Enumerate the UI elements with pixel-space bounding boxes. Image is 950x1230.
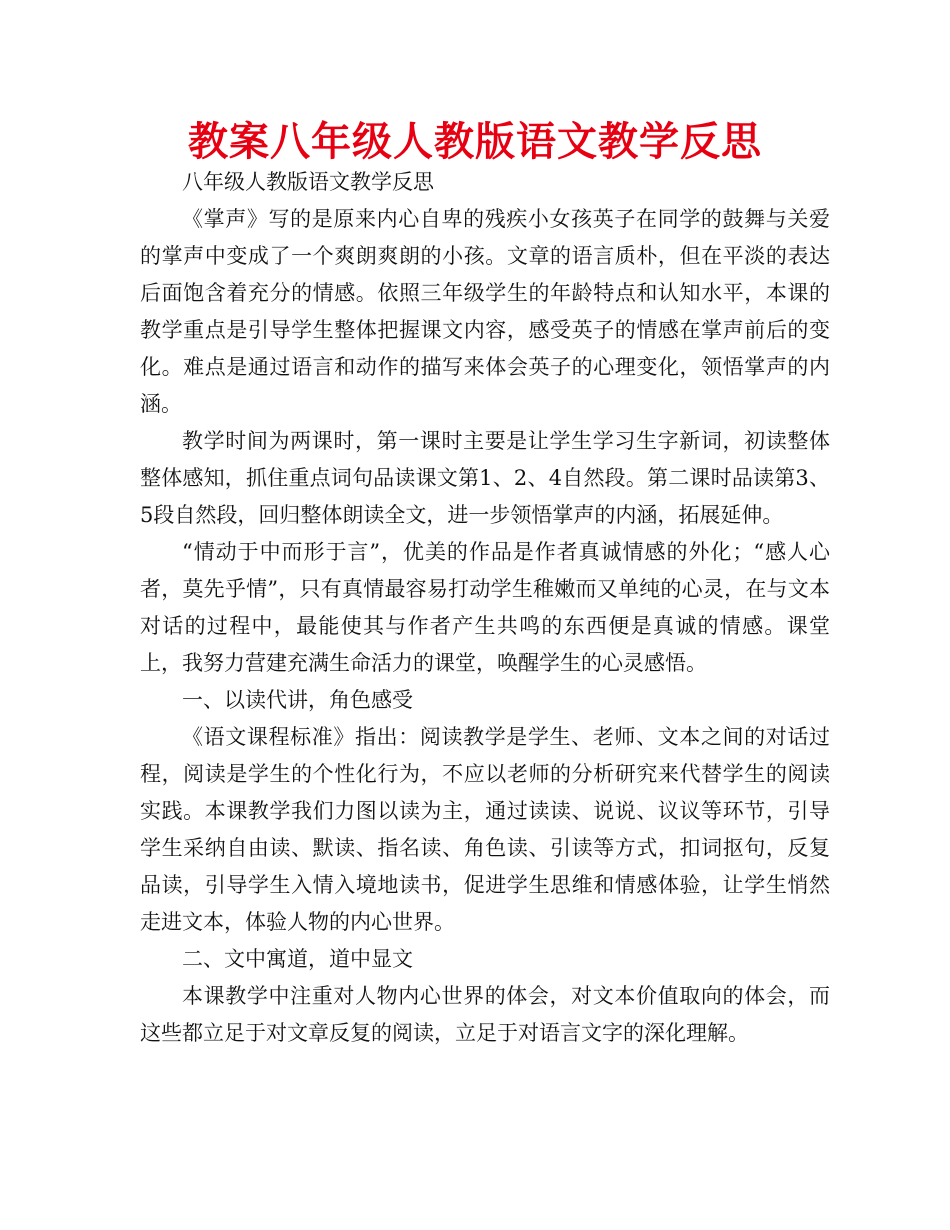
body-paragraph: “情动于中而形于言”，优美的作品是作者真诚情感的外化；“感人心者，莫先乎情”，只有真情最容易打动学生稚嫩而又单纯的心灵，在与文本对话的过程中，最能使其与作者产生共鸣的东西便是真诚的情感。课堂上，我努力营建充满生命活力的课堂，唤醒学生的心灵感悟。 [140,540,830,675]
section-heading: 一、以读代讲，角色感受 [182,688,413,712]
body-paragraph: 《掌声》写的是原来内心自卑的残疾小女孩英子在同学的鼓舞与关爱的掌声中变成了一个爽朗爽朗的小孩。文章的语言质朴，但在平淡的表达后面饱含着充分的情感。依照三年级学生的年龄特点和认知水平，本课的教学重点是引导学生整体把握课文内容，感受英子的情感在掌声前后的变化。难点是通过语言和动作的描写来体会英子的心理变化，领悟掌声的内涵。 [140,207,830,416]
body-paragraph: 《语文课程标准》指出：阅读教学是学生、老师、文本之间的对话过程，阅读是学生的个性化行为，不应以老师的分析研究来代替学生的阅读实践。本课教学我们力图以读为主，通过读读、说说、议议等环节，引导学生采纳自由读、默读、指名读、角色读、引读等方式，扣词抠句，反复品读，引导学生入情入境地读书，促进学生思维和情感体验，让学生悄然走进文本，体验人物的内心世界。 [140,725,830,934]
subtitle-paragraph: 八年级人教版语文教学反思 [182,170,434,194]
document-title: 教案八年级人教版语文教学反思 [188,119,762,165]
body-paragraph: 教学时间为两课时，第一课时主要是让学生学习生字新词，初读整体整体感知，抓住重点词句品读课文第1、2、4自然段。第二课时品读第3、5段自然段，回归整体朗读全文，进一步领悟掌声的内涵，拓展延伸。 [140,429,830,527]
section-heading: 二、文中寓道，道中显文 [182,947,413,971]
body-paragraph: 本课教学中注重对人物内心世界的体会，对文本价值取向的体会，而这些都立足于对文章反复的阅读，立足于对语言文字的深化理解。 [140,984,830,1045]
document-body [140,164,830,1052]
